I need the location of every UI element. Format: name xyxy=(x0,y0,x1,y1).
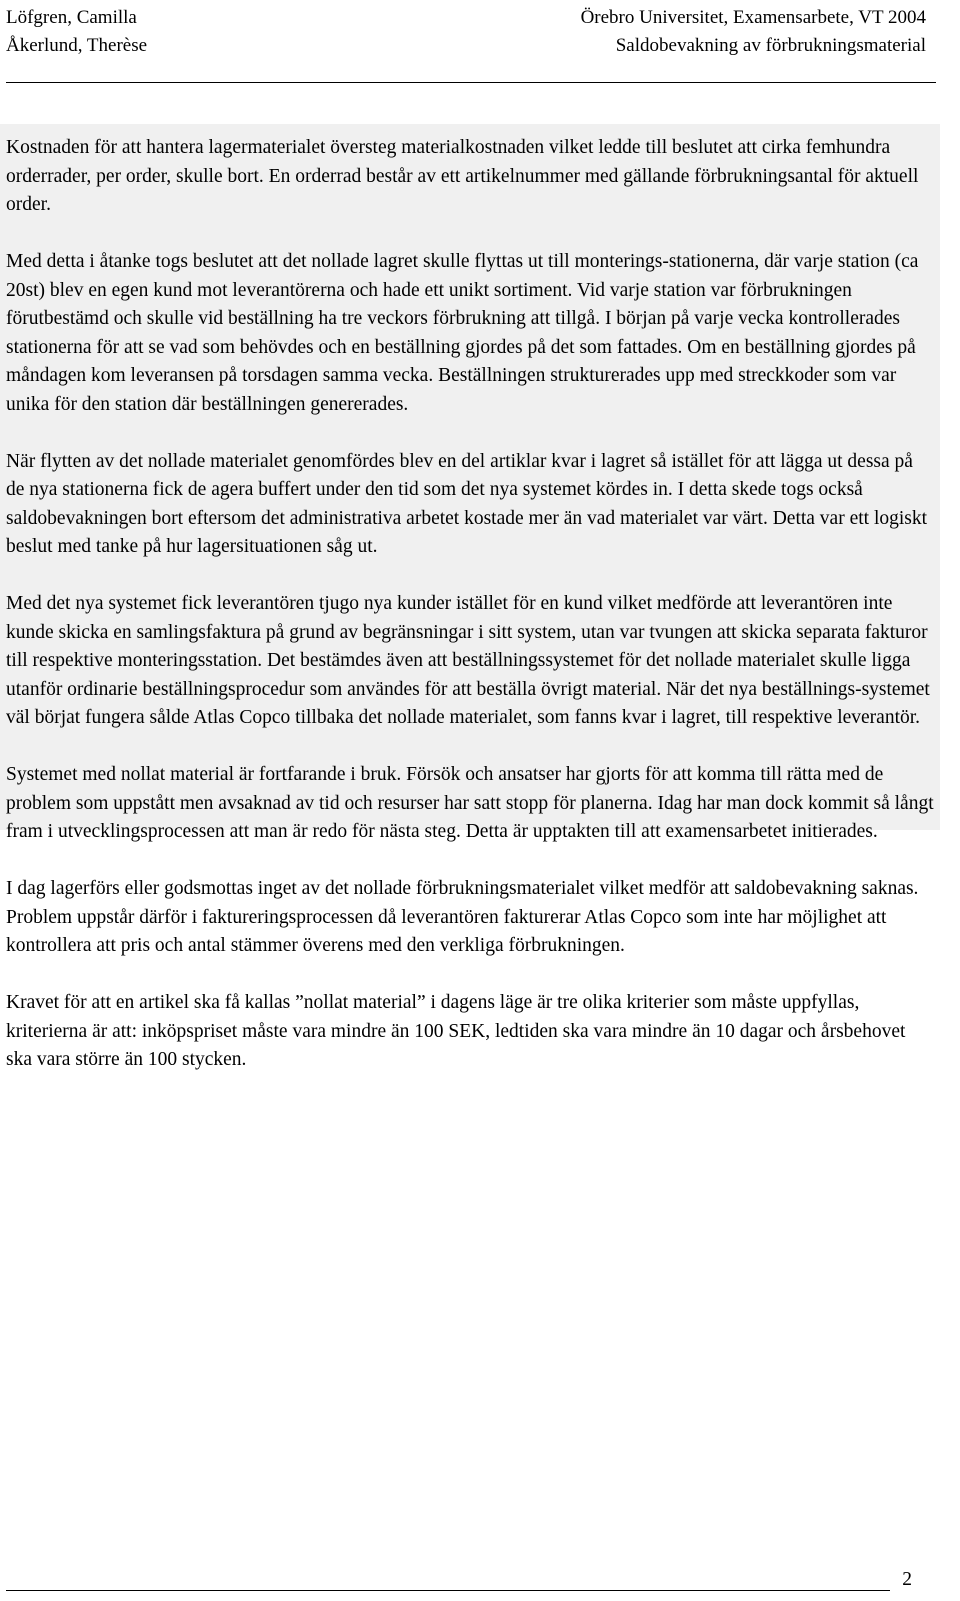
paragraph: När flytten av det nollade materialet genomfördes blev en del artiklar kvar i lagret så istället för att lägga ut dessa på de nya stationerna fick de agera buffert under den tid som det nya systemet kördes in. I detta skede togs också saldobevakningen bort eftersom det administrativa arbetet kostade mer än vad materialet var värt. Detta var ett logiskt beslut med tanke på hur lagersituationen såg ut. xyxy=(6,450,928,557)
thesis-title: Saldobevakning av förbrukningsmaterial xyxy=(615,35,926,56)
page-number: 2 xyxy=(902,1569,912,1590)
author-name: Åkerlund, Therèse xyxy=(6,35,148,56)
footer-divider xyxy=(6,1590,890,1591)
paragraph: Kravet för att en artikel ska få kallas ”nollat material” i dagens läge är tre olika kriterier som måste uppfyllas, kriterierna är att: inköpspriset måste vara mindre än 100 SEK, ledtiden ska vara mindre än 10 dagar och årsbehovet ska vara större än 100 stycken. xyxy=(6,992,906,1070)
page-header xyxy=(6,4,926,60)
author-name: Löfgren, Camilla xyxy=(6,7,137,28)
header-row-1 xyxy=(6,4,926,32)
body-text xyxy=(6,134,936,1103)
header-row-2 xyxy=(6,32,926,60)
paragraph: I dag lagerförs eller godsmottas inget av det nollade förbrukningsmaterialet vilket medför att saldobevakning saknas. Problem uppstår därför i faktureringsprocessen då leverantören fakturerar Atlas Copco som inte har möjlighet att kontrollera att pris och antal stämmer överens med den verkliga förbrukningen. xyxy=(6,878,919,956)
paragraph: Med det nya systemet fick leverantören tjugo nya kunder istället för en kund vilket medförde att leverantören inte kunde skicka en samlingsfaktura på grund av begränsningar i sitt system, utan var tvungen att skicka separata fakturor till respektive monteringsstation. Det bestämdes även att beställningssystemet för det nollade materialet skulle ligga utanför ordinarie beställningsprocedur som användes för att beställa övrigt material. När det nya beställnings-systemet väl börjat fungera sålde Atlas Copco tillbaka det nollade materialet, som fanns kvar i lagret, till respektive leverantör. xyxy=(6,593,930,728)
header-divider xyxy=(6,82,936,83)
paragraph: Systemet med nollat material är fortfarande i bruk. Försök och ansatser har gjorts för att komma till rätta med de problem som uppstått men avsaknad av tid och resurser har satt stopp för planerna. Idag har man dock kommit så långt fram i utvecklingsprocessen att man är redo för nästa steg. Detta är upptakten till att examensarbetet initierades. xyxy=(6,764,934,842)
university-course: Örebro Universitet, Examensarbete, VT 2004 xyxy=(580,7,926,28)
paragraph: Kostnaden för att hantera lagermaterialet översteg materialkostnaden vilket ledde till beslutet att cirka femhundra orderrader, per order, skulle bort. En orderrad består av ett artikelnummer med gällande förbrukningsantal för aktuell order. xyxy=(6,137,919,215)
paragraph: Med detta i åtanke togs beslutet att det nollade lagret skulle flyttas ut till monterings-stationerna, där varje station (ca 20st) blev en egen kund mot leverantörerna och hade ett unikt sortiment. Vid varje station var förbrukningen förutbestämd och skulle vid beställning ha tre veckors förbrukning att tillgå. I början på varje vecka kontrollerades stationerna för att se vad som behövdes och en beställning gjordes på det som fattades. Om en beställning gjordes på måndagen kom leveransen på torsdagen samma vecka. Beställningen strukturerades upp med streckkoder som var unika för den station där beställningen genererades. xyxy=(6,251,919,415)
